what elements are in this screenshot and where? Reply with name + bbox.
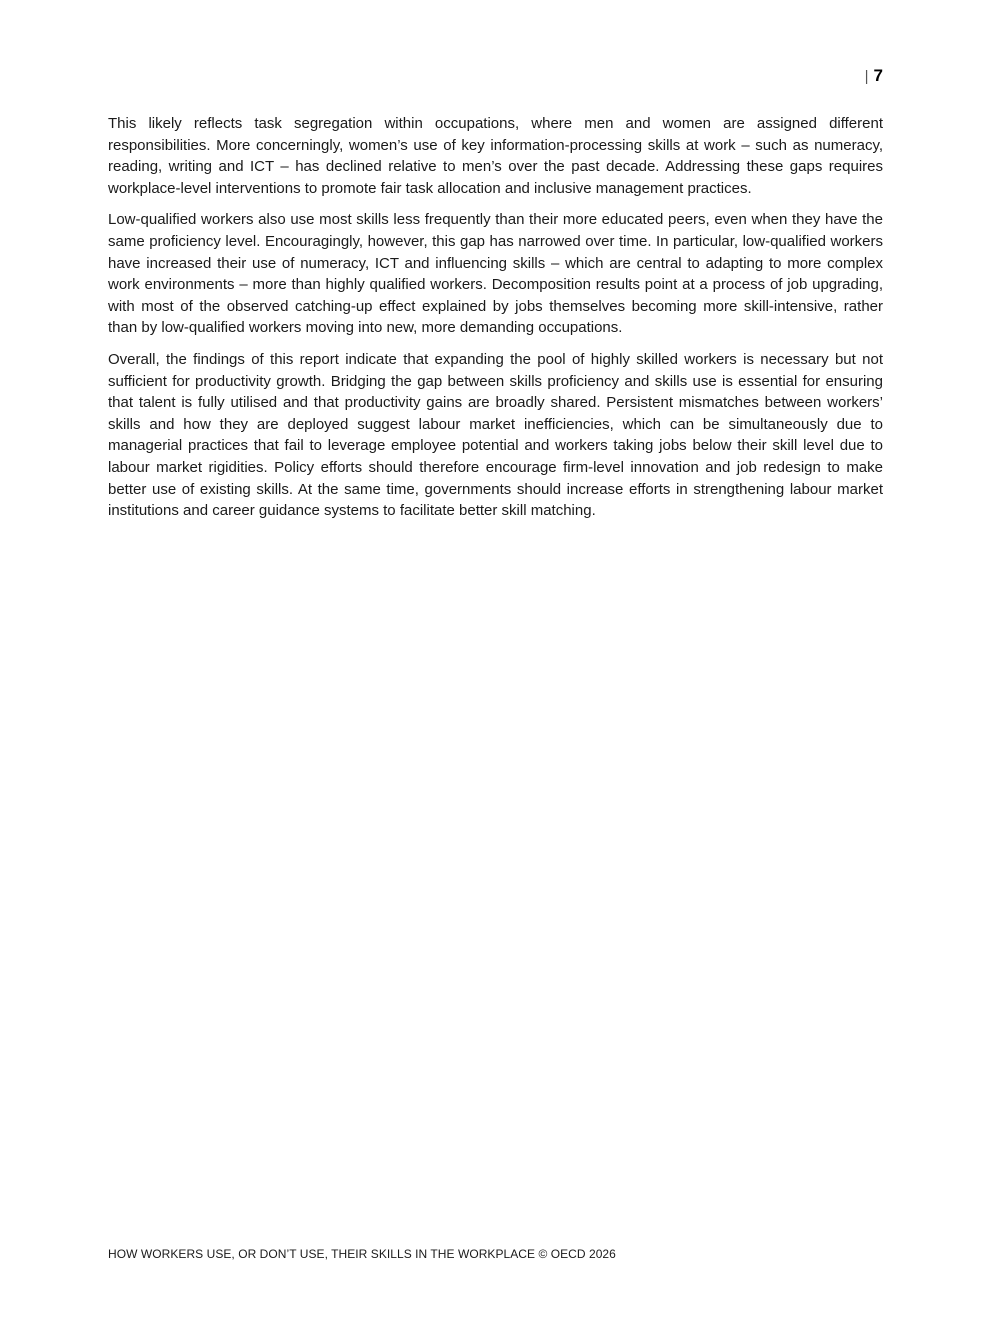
paragraph: Overall, the findings of this report indicate that expanding the pool of highly skilled workers is necessary but not sufficient for productivity growth. Bridging the gap between skills proficiency and skills use is essential for ensuring that talent is fully utilised and that productivity gains are broadly shared. Persistent mismatches between workers’ skills and how they are deployed suggest labour market inefficiencies, which can be simultaneously due to managerial practices that fail to leverage employee potential and workers taking jobs below their skill level due to labour market rigidities. Policy efforts should therefore encourage firm-level innovation and job redesign to make better use of existing skills. At the same time, governments should increase efforts in strengthening labour market institutions and career guidance systems to facilitate better skill matching.: [108, 350, 883, 520]
page-number: [865, 66, 883, 87]
paragraph: Low-qualified workers also use most skills less frequently than their more educated peers, even when they have the same proficiency level. Encouragingly, however, this gap has narrowed over time. In particular, low-qualified workers have increased their use of numeracy, ICT and influencing skills – which are central to adapting to more complex work environments – more than highly qualified workers. Decomposition results point at a process of job upgrading, with most of the observed catching-up effect explained by jobs themselves becoming more skill-intensive, rather than by low-qualified workers moving into new, more demanding occupations.: [108, 211, 883, 337]
page-number-separator: |: [864, 68, 869, 85]
body-text: [108, 113, 883, 532]
page-footer: HOW WORKERS USE, OR DON’T USE, THEIR SKILLS IN THE WORKPLACE © OECD 2026: [108, 1247, 616, 1261]
paragraph: This likely reflects task segregation within occupations, where men and women are assigned different responsibilities. More concerningly, women’s use of key information-processing skills at work – such as numeracy, reading, writing and ICT – has declined relative to men’s over the past decade. Addressing these gaps requires workplace-level interventions to promote fair task allocation and inclusive management practices.: [108, 115, 883, 197]
page-number-value: 7: [873, 66, 883, 85]
